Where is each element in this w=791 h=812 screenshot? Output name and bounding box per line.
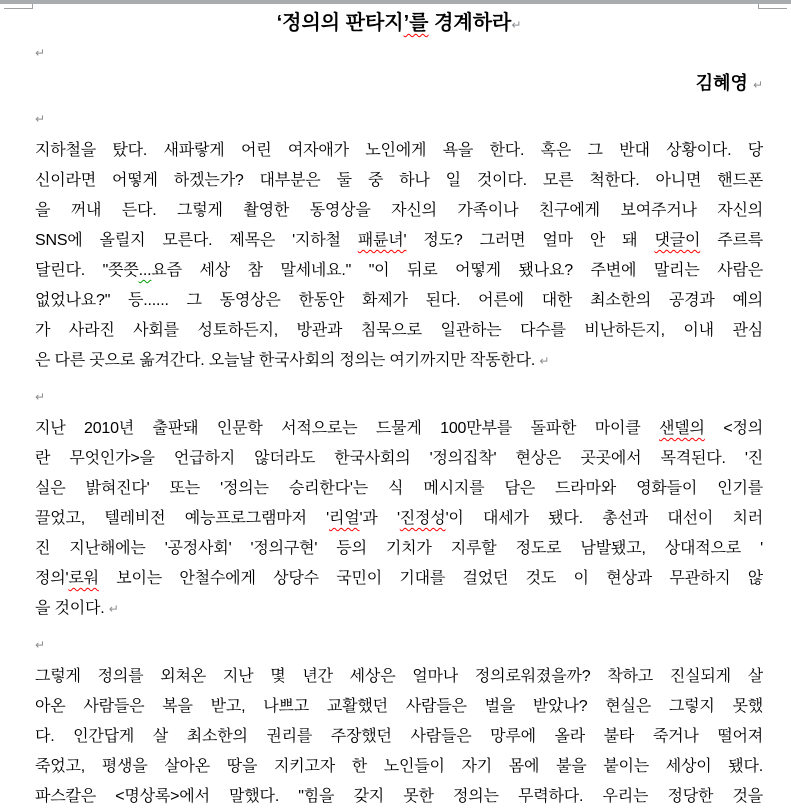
- text-line: [35, 166, 763, 196]
- text-run: ‘정의의 판타지: [276, 12, 404, 34]
- paragraph-mark-icon: ↵: [35, 390, 46, 404]
- text-run: 달린다. "쯧쯧: [35, 262, 139, 279]
- text-run: 주르륵: [700, 232, 763, 249]
- text-run: '과 ': [359, 510, 400, 527]
- spellcheck-red-underline: ’를: [403, 12, 429, 34]
- text-run: 그렇게 정의를 외쳐온 지난 몇 년간 세상은 얼마나 정의로워졌을까? 착하고 진실되게 살: [35, 668, 763, 685]
- text-run: '이 대세가 됐다. 총선과 대선이 치러: [445, 510, 763, 527]
- text-run: SNS에 올릴지 모른다. 제목은 '지하철: [35, 232, 358, 249]
- empty-line: [35, 38, 763, 68]
- text-line: [35, 662, 763, 692]
- text-run: 지난 2010년 출판돼 인문학 서적으로는 드물게 100만부를 돌파한 마이클: [35, 420, 660, 437]
- text-line: [35, 504, 763, 534]
- text-run: 실은 밝혀진다' 또는 '정의는 승리한다'는 식 메시지를 담은 드라마와 영화들이 인기를: [35, 480, 763, 497]
- text-line: [35, 752, 763, 782]
- text-run: 죽었고, 평생을 살아온 땅을 지키고자 한 노인들이 자기 몸에 불을 붙이는 세상이 됐다.: [35, 758, 763, 775]
- text-run: 경계하라: [428, 12, 512, 34]
- text-line: [35, 692, 763, 722]
- text-line: [35, 286, 763, 316]
- text-run: 가 사라진 사회를 성토하든지, 방관과 침묵으로 일관하는 다수를 비난하든지, 이내 관심: [35, 322, 763, 339]
- text-line: [35, 256, 763, 286]
- text-run: 요즘 세상 참 말세네요." "이 뒤로 어떻게 됐나요? 주변에 말리는 사람은: [151, 262, 763, 279]
- paragraph-mark-icon: ↵: [539, 354, 550, 368]
- text-run: 란 무엇인가>을 언급하지 않더라도 한국사회의 '정의집착' 현상은 곳곳에서 목격된다. '진: [35, 450, 763, 467]
- paragraph-mark-icon: ↵: [35, 638, 46, 652]
- text-run: 을 것이다.: [35, 600, 109, 617]
- text-run: 보이는 안철수에게 상당수 국민이 기대를 걸었던 것도 이 현상과 무관하지 않: [98, 570, 763, 587]
- text-line: [35, 564, 763, 594]
- text-line: [35, 444, 763, 474]
- spellcheck-red-underline: 샌델의: [659, 420, 705, 437]
- text-line: [35, 474, 763, 504]
- text-run: 을 꺼내 든다. 그렇게 촬영한 동영상을 자신의 가족이나 친구에게 보여주거나 자신의: [35, 202, 763, 219]
- text-line: [35, 226, 763, 256]
- text-line: [35, 346, 763, 376]
- text-line: [35, 414, 763, 444]
- document-body: [35, 98, 763, 812]
- text-line: [35, 316, 763, 346]
- text-run: 은 다른 곳으로 옮겨간다. 오늘날 한국사회의 정의는 여기까지만 작동한다.: [35, 352, 540, 369]
- body-paragraph: [35, 662, 763, 812]
- spellcheck-red-underline: 진정성: [399, 510, 446, 527]
- empty-line: [35, 98, 763, 136]
- spellcheck-red-underline: 댓글이: [654, 232, 701, 249]
- paragraph-mark-icon: ↵: [108, 602, 119, 616]
- text-run: 다. 인간답게 살 최소한의 권리를 주장했던 사람들은 망루에 올라 불타 죽거나 떨어져: [35, 728, 763, 745]
- spellcheck-red-underline: 리얼: [328, 510, 360, 527]
- text-line: [35, 782, 763, 812]
- paragraph-mark-icon: ↵: [752, 78, 763, 92]
- text-line: [35, 722, 763, 752]
- text-run: 진 지난해에는 '공정사회' '정의구현' 등의 기치가 지루할 정도로 남발됐고, 상대적으로 ': [35, 540, 763, 557]
- text-run: 정도? 그러면 얼마 안 돼: [406, 232, 655, 249]
- spellcheck-red-underline: 패륜녀': [357, 232, 407, 249]
- body-paragraph: [35, 414, 763, 624]
- text-run: 지하철을 탔다. 새파랗게 어린 여자애가 노인에게 욕을 한다. 혹은 그 반대 상황이다. 당: [35, 142, 763, 159]
- text-run: 끌었고, 텔레비전 예능프로그램마저 ': [35, 510, 329, 527]
- text-run: 없었나요?" 등...... 그 동영상은 한동안 화제가 된다. 어른에 대한 최소한의 공경과 예의: [35, 292, 763, 309]
- paragraph-mark-icon: ↵: [35, 46, 46, 60]
- text-run: <정의: [704, 420, 763, 437]
- text-run: 정의': [35, 570, 69, 587]
- paragraph-mark-icon: ↵: [511, 18, 522, 32]
- author-line: [35, 68, 763, 98]
- text-line: [35, 594, 763, 624]
- text-line: [35, 534, 763, 564]
- spellcheck-green-underline: ...: [138, 262, 152, 279]
- author-name: 김혜영: [695, 73, 748, 93]
- text-line: [35, 136, 763, 166]
- text-line: [35, 196, 763, 226]
- document-title: [35, 8, 763, 38]
- body-paragraph: [35, 136, 763, 376]
- text-run: 아온 사람들은 복을 받고, 나쁘고 교활했던 사람들은 벌을 받았나? 현실은 그렇지 못했: [35, 698, 763, 715]
- text-run: 파스칼은 <명상록>에서 말했다. "힘을 갖지 못한 정의는 무력하다. 우리는 정당한 것을: [35, 788, 763, 805]
- text-run: 신이라면 어떻게 하겠는가? 대부분은 둘 중 하나 일 것이다. 모른 척한다. 아니면 핸드폰: [35, 172, 763, 189]
- empty-line: [35, 376, 763, 414]
- spellcheck-red-underline: 로워: [68, 570, 99, 587]
- paragraph-mark-icon: ↵: [35, 112, 46, 126]
- empty-line: [35, 624, 763, 662]
